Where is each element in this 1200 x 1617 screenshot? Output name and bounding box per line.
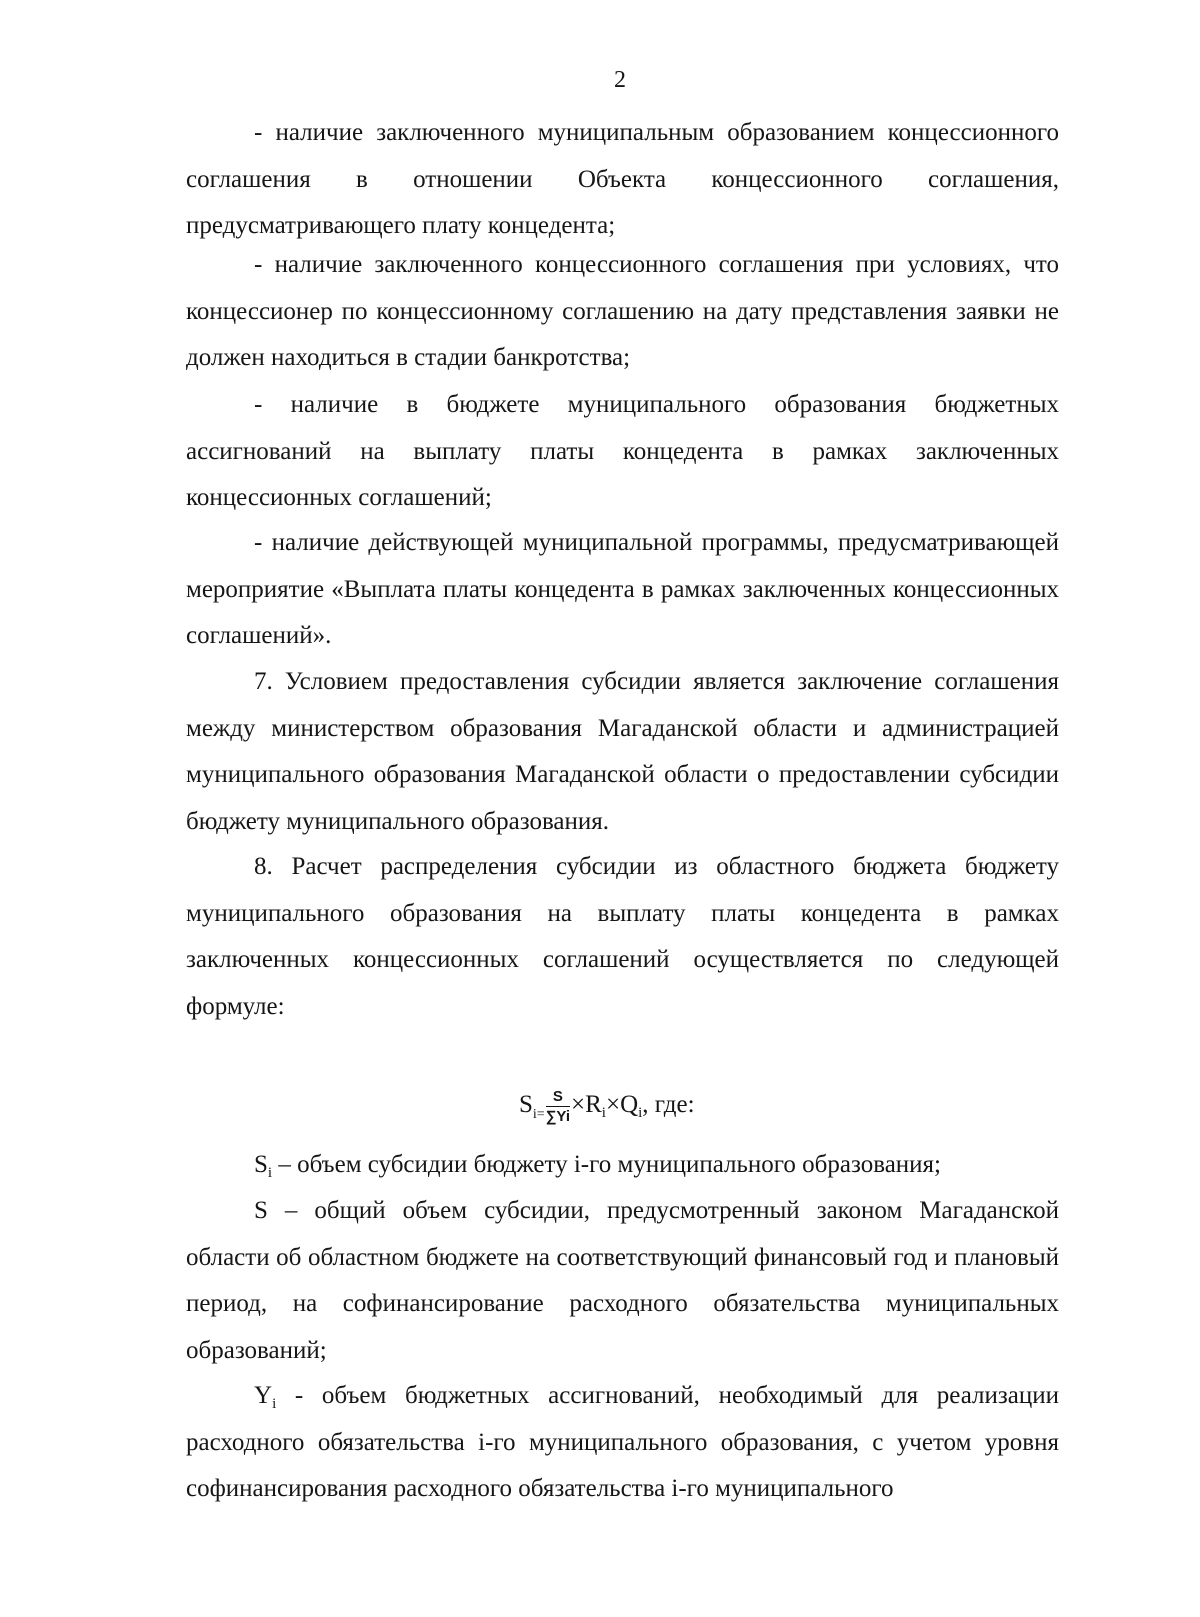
- definition-si-symbol: S: [254, 1151, 268, 1178]
- definition-yi-symbol: Y: [254, 1382, 273, 1409]
- formula-times-q: ×Q: [605, 1091, 639, 1119]
- paragraph-condition-municipal-program: - наличие действующей муниципальной программы, предусматривающей мероприятие «Выплата платы концедента в рамках заключенных концессионных соглашений».: [186, 529, 1059, 649]
- formula-suffix: , где:: [642, 1091, 695, 1119]
- definition-si: [186, 1142, 1059, 1189]
- definition-yi: [186, 1373, 1059, 1513]
- formula-lhs-subscript: i=: [532, 1107, 545, 1123]
- paragraph-condition-no-bankruptcy: - наличие заключенного концессионного соглашения при условиях, что концессионер по концессионному соглашению на дату представления заявки не должен находиться в стадии банкротства;: [186, 251, 1059, 371]
- formula-times-r: ×R: [571, 1091, 602, 1119]
- page-number: 2: [614, 67, 626, 93]
- definition-si-text: – объем субсидии бюджету i-го муниципального образования;: [272, 1151, 941, 1178]
- paragraph-condition-budget-allocations: - наличие в бюджете муниципального образования бюджетных ассигнований на выплату платы концедента в рамках заключенных концессионных соглашений;: [186, 391, 1059, 511]
- definition-si-subscript: i: [267, 1165, 273, 1181]
- paragraph-item-8: 8. Расчет распределения субсидии из областного бюджета бюджету муниципального образования на выплату платы концедента в рамках заключенных концессионных соглашений осуществляется по следующей формуле:: [186, 853, 1059, 1020]
- definition-yi-subscript: i: [272, 1396, 277, 1412]
- formula-r-subscript: i: [601, 1105, 606, 1122]
- formula-numerator: S: [546, 1088, 570, 1107]
- formula-fraction: [546, 1088, 570, 1125]
- definition-s: S – общий объем субсидии, предусмотренный законом Магаданской области об областном бюджете на соответствующий финансовый год и плановый период, на софинансирование расходного обязательства муниципальных образований;: [186, 1197, 1059, 1364]
- formula-denominator: ∑Yi: [545, 1108, 571, 1125]
- paragraph-condition-concession-agreement: - наличие заключенного муниципальным образованием концессионного соглашения в отношении Объекта концессионного соглашения, предусматривающего плату концедента;: [186, 119, 1059, 239]
- formula-q-subscript: i: [638, 1105, 643, 1122]
- distribution-formula: [519, 1088, 695, 1130]
- paragraph-item-7: 7. Условием предоставления субсидии является заключение соглашения между министерством образования Магаданской области и администрацией муниципального образования Магаданской области о предоставлении субсидии бюджету муниципального образования.: [186, 668, 1059, 835]
- definition-yi-text: - объем бюджетных ассигнований, необходимый для реализации расходного обязательства i-го муниципального образования, с учетом уровня софинансирования расходного обязательства i-го муниципального: [186, 1382, 1059, 1502]
- formula-lhs: S: [519, 1091, 533, 1119]
